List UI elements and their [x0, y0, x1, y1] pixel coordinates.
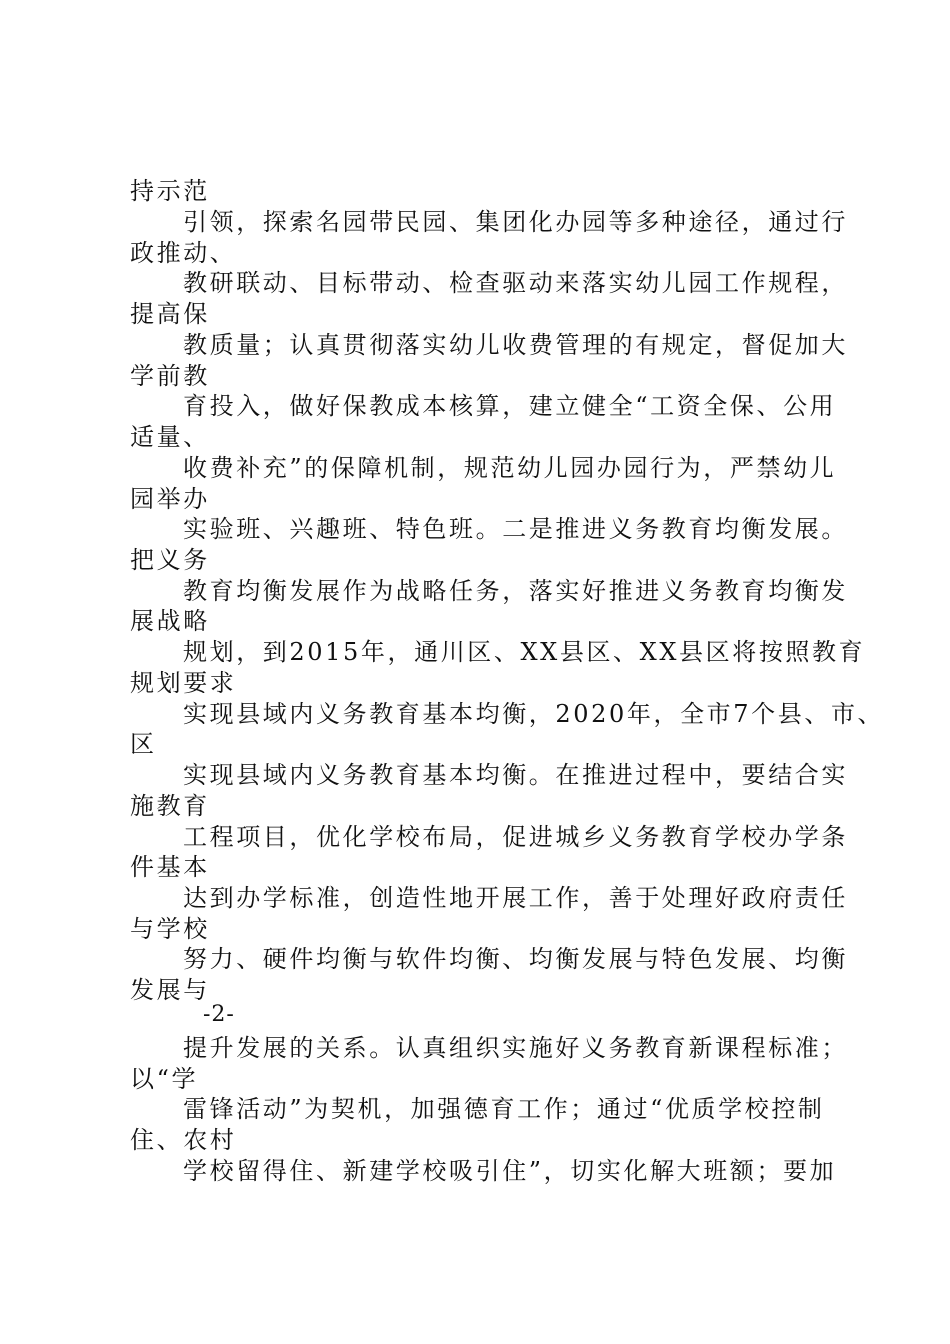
text-line: 引领，探索名园带民园、集团化办园等多种途径，通过行	[183, 208, 848, 236]
text-line: 持示范	[130, 177, 210, 205]
text-line: 收费补充”的保障机制，规范幼儿园办园行为，严禁幼儿	[183, 454, 837, 482]
text-line: 提升发展的关系。认真组织实施好义务教育新课程标准；	[183, 1034, 848, 1062]
text-line: 努力、硬件均衡与软件均衡、均衡发展与特色发展、均衡	[183, 945, 848, 973]
text-line: 施教育	[130, 792, 210, 820]
text-line: 达到办学标准，创造性地开展工作，善于处理好政府责任	[183, 884, 848, 912]
text-line: 园举办	[130, 485, 210, 513]
text-line: 学校留得住、新建学校吸引住”，切实化解大班额；要加	[183, 1157, 837, 1185]
text-line: 住、农村	[130, 1126, 237, 1154]
text-line: 政推动、	[130, 239, 237, 267]
text-line: 雷锋活动”为契机，加强德育工作；通过“优质学校控制	[183, 1095, 825, 1123]
text-line: 教育均衡发展作为战略任务，落实好推进义务教育均衡发	[183, 577, 848, 605]
text-line: 以“学	[130, 1065, 199, 1093]
text-line: 展战略	[130, 607, 210, 635]
text-line: 学前教	[130, 362, 210, 390]
text-line: 规划，到2015年，通川区、XX县区、XX县区将按照教育	[183, 638, 866, 666]
text-line: 教质量；认真贯彻落实幼儿收费管理的有规定，督促加大	[183, 331, 848, 359]
text-line: 实验班、兴趣班、特色班。二是推进义务教育均衡发展。	[183, 515, 848, 543]
text-line: 育投入，做好保教成本核算，建立健全“工资全保、公用	[183, 392, 837, 420]
text-line: 实现县域内义务教育基本均衡。在推进过程中，要结合实	[183, 761, 848, 789]
text-line: 发展与	[130, 976, 210, 1004]
text-line: 教研联动、目标带动、检查驱动来落实幼儿园工作规程，	[183, 269, 848, 297]
text-line: 提高保	[130, 300, 210, 328]
text-line: 把义务	[130, 546, 210, 574]
text-line: 适量、	[130, 423, 210, 451]
page-number: -2-	[203, 1002, 235, 1027]
text-line: 与学校	[130, 915, 210, 943]
text-line: 实现县域内义务教育基本均衡，2020年，全市7个县、市、	[183, 700, 885, 728]
text-line: 工程项目，优化学校布局，促进城乡义务教育学校办学条	[183, 823, 848, 851]
text-line: 件基本	[130, 853, 210, 881]
text-line: 规划要求	[130, 669, 237, 697]
text-line: 区	[130, 730, 157, 758]
